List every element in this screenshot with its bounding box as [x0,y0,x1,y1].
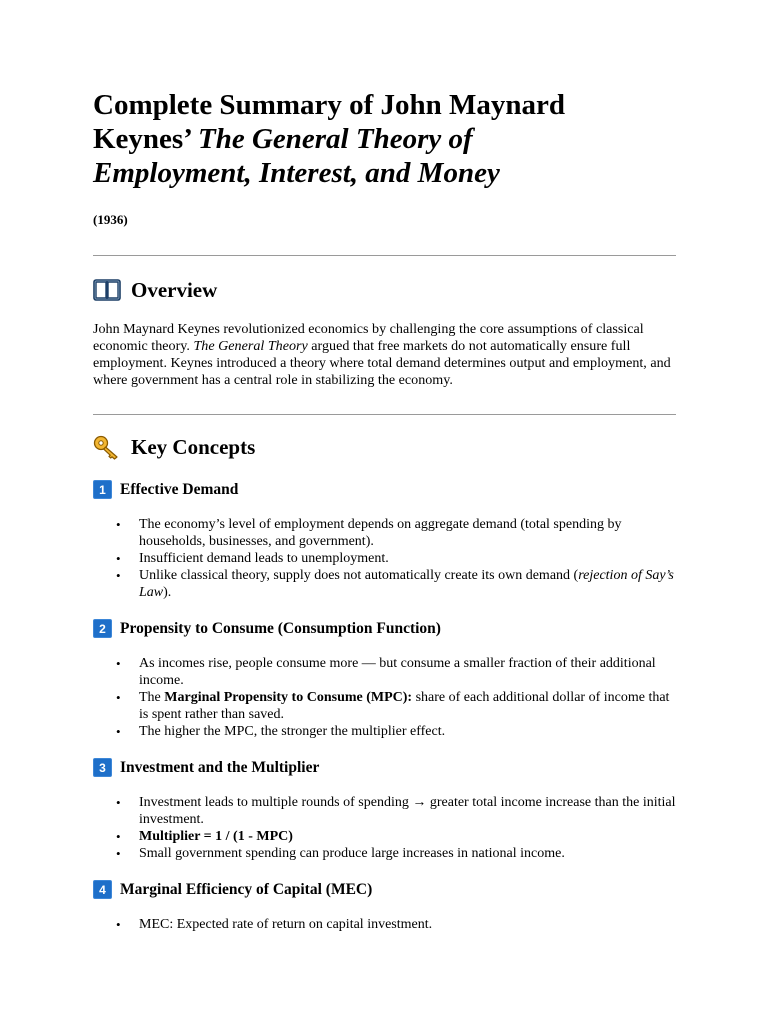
overview-text-italic: The General Theory [193,338,308,354]
concept-title: Effective Demand [120,480,239,498]
concept-2-bullet-list [93,655,676,740]
bullet-bold-text: Multiplier = 1 / (1 - MPC) [139,829,293,844]
list-item: • Investment leads to multiple rounds of spending → greater total income increase than the initial investment. [93,794,676,828]
bullet-italic-text: rejection of Say’s Law [139,568,674,600]
list-item [93,689,676,723]
overview-paragraph [93,321,676,389]
overview-text-start: John Maynard Keynes revolutionized economics by challenging the core assumptions of classical economic theory. [93,321,644,354]
list-item: • The economy’s level of employment depends on aggregate demand (total spending by households, businesses, and government). [93,516,676,550]
concept-title: Propensity to Consume (Consumption Function) [120,619,441,637]
list-item [93,828,676,845]
bullet-text: share of each additional dollar of income that is spent rather than saved. [139,690,670,722]
overview-text-end: argued that free markets do not automatically ensure full employment. Keynes introduced a theory where total demand determines output and employment, and where government has a central role in stabilizing the economy. [93,338,671,388]
concept-1-bullet-list [93,516,676,601]
bullet-text: ). [163,585,172,600]
number-badge: 1 [93,480,112,499]
title-line-2-plain: Keynes’ [93,123,198,155]
concept-4-bullet-list [93,916,676,933]
bullet-text: Unlike classical theory, supply does not automatically create its own demand ( [139,568,579,583]
concept-title: Investment and the Multiplier [120,758,320,776]
overview-heading [93,277,676,303]
title-line-2-italic: The General Theory of [197,123,473,155]
bullet-bold-text: Marginal Propensity to Consume (MPC): [164,690,413,705]
concept-3-bullet-list [93,794,676,862]
number-badge: 4 [93,880,112,899]
document-content [93,88,676,933]
list-item: • Small government spending can produce large increases in national income. [93,845,676,862]
key-icon [93,434,121,460]
overview-heading-text: Overview [131,277,218,302]
key-concepts-heading-text: Key Concepts [131,434,256,459]
publication-year: (1936) [93,212,128,227]
bullet-text: The [139,690,165,705]
title-line-3-italic: Employment, Interest, and Money [93,157,500,189]
page-title [93,88,676,190]
concept-heading-2 [93,619,676,638]
list-item: • The higher the MPC, the stronger the multiplier effect. [93,723,676,740]
divider [93,414,676,415]
list-item: • MEC: Expected rate of return on capital investment. [93,916,676,933]
divider [93,255,676,256]
concept-heading-1 [93,480,676,499]
number-badge: 2 [93,619,112,638]
list-item [93,567,676,601]
list-item: • Insufficient demand leads to unemployment. [93,550,676,567]
number-badge: 3 [93,758,112,777]
concept-title: Marginal Efficiency of Capital (MEC) [120,880,373,898]
title-line-1: Complete Summary of John Maynard [93,89,566,121]
list-item: • As incomes rise, people consume more — but consume a smaller fraction of their additional income. [93,655,676,689]
book-icon [93,277,121,303]
concept-heading-3 [93,758,676,777]
concept-heading-4 [93,880,676,899]
key-concepts-heading [93,434,676,460]
